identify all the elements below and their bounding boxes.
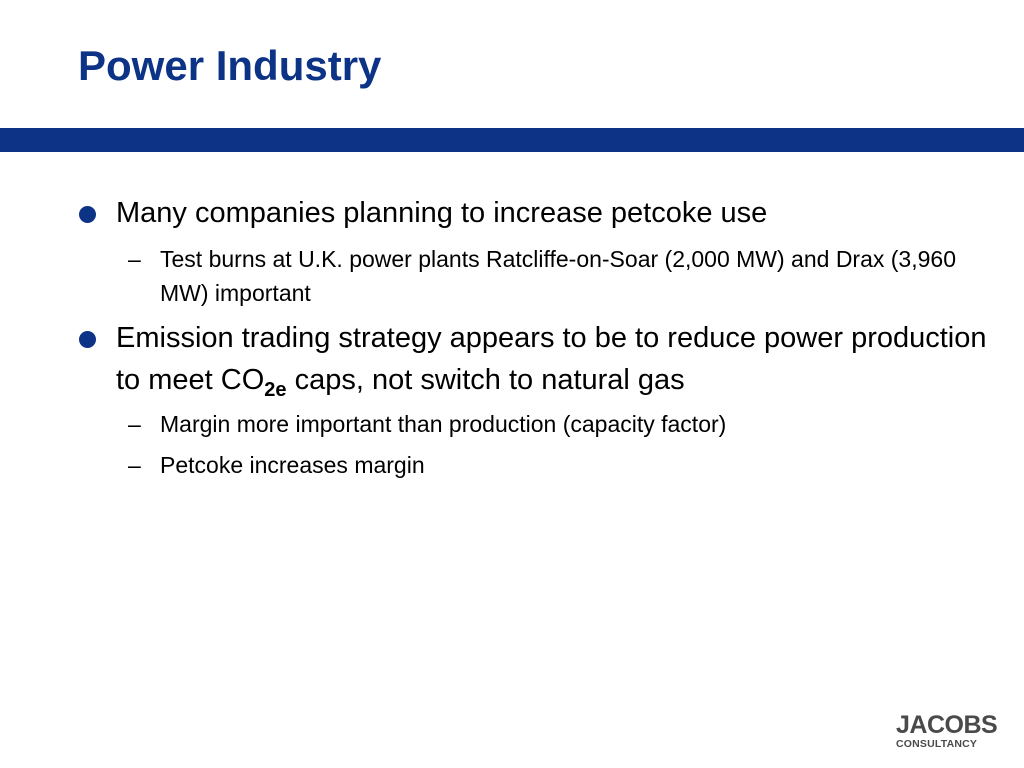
bullet-dot-icon [79, 206, 96, 223]
co2e-subscript: 2e [264, 379, 287, 401]
logo-wordmark: JACOBS [896, 711, 998, 739]
sub-bullet-dash-icon: – [128, 411, 141, 437]
bullet-item-2-text-before: Emission trading strategy appears to be to reduce power production to meet CO [116, 322, 987, 396]
bullet-item-1: Many companies planning to increase petcoke use [116, 197, 768, 229]
bullet-dot-icon [79, 331, 96, 348]
sub-bullet-item-2-1: Margin more important than production (capacity factor) [160, 411, 727, 437]
sub-bullet-dash-icon: – [128, 452, 141, 478]
logo-subtitle: CONSULTANCY [896, 738, 978, 750]
title-divider-band [0, 128, 1024, 152]
slide-title: Power Industry [78, 42, 382, 89]
bullet-item-2-text-after: caps, not switch to natural gas [286, 364, 685, 396]
sub-bullet-item-1-1: Test burns at U.K. power plants Ratcliffe-on-Soar (2,000 MW) and Drax (3,960 MW) important [160, 246, 956, 306]
bullet-item-2 [116, 317, 996, 401]
sub-bullet-dash-icon: – [128, 246, 141, 272]
sub-bullet-item-2-2: Petcoke increases margin [160, 452, 425, 478]
jacobs-consultancy-logo [896, 712, 1004, 750]
